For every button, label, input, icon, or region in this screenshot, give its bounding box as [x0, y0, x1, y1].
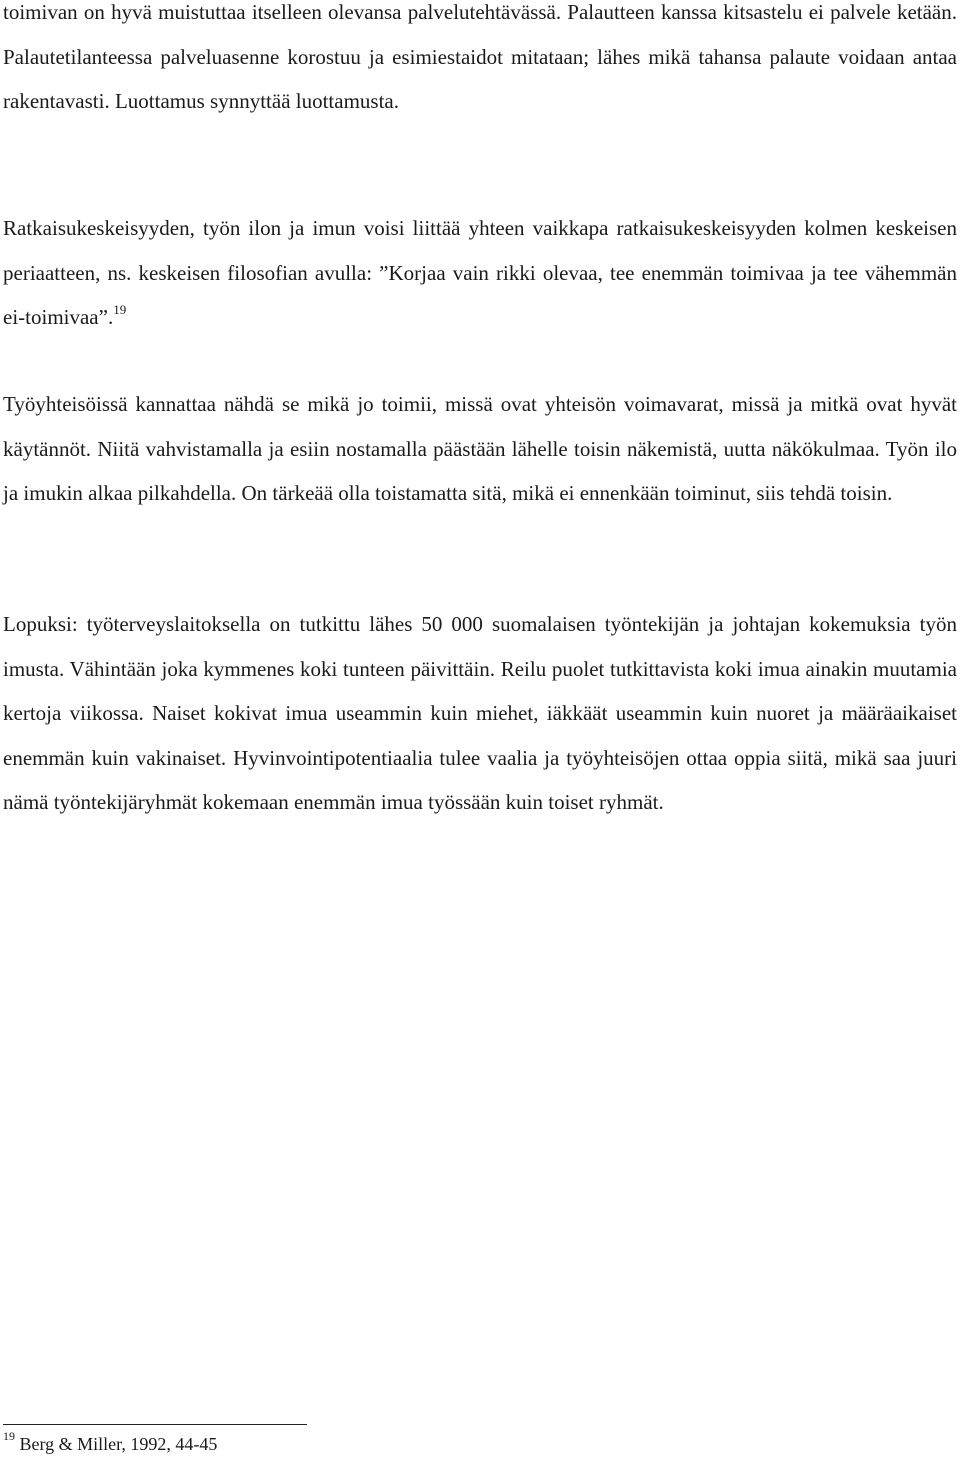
paragraph-1: toimivan on hyvä muistuttaa itselleen olevansa palvelutehtävässä. Palautteen kanssa kitsastelu ei palvele ketään. Palautetilanteessa palveluasenne korostuu ja esimiestaidot mitataan; lähes mikä tahansa palaute voidaan antaa rakentavasti. Luottamus synnyttää luottamusta.: [3, 0, 957, 113]
footnote-number: 19: [3, 1429, 15, 1443]
footnote-text: Berg & Miller, 1992, 44-45: [15, 1434, 218, 1454]
paragraph-2-text: Ratkaisukeskeisyyden, työn ilon ja imun voisi liittää yhteen vaikkapa ratkaisukeskeisyyden kolmen keskeisen periaatteen, ns. keskeisen filosofian avulla: ”Korjaa vain rikki olevaa, tee enemmän toimivaa ja tee vähemmän ei-toimivaa”.: [3, 216, 957, 329]
paragraph-3: Työyhteisöissä kannattaa nähdä se mikä jo toimii, missä ovat yhteisön voimavarat, missä ja mitkä ovat hyvät käytännöt. Niitä vahvistamalla ja esiin nostamalla päästään lähelle toisin näkemistä, uutta näkökulmaa. Työn ilo ja imukin alkaa pilkahdella. On tärkeää olla toistamatta sitä, mikä ei ennenkään toiminut, siis tehdä toisin.: [3, 392, 957, 505]
footnote-reference[interactable]: 19: [113, 302, 127, 317]
paragraph-2: [3, 206, 957, 340]
footnote-separator: [3, 1424, 307, 1425]
paragraph-4: Lopuksi: työterveyslaitoksella on tutkittu lähes 50 000 suomalaisen työntekijän ja johtajan kokemuksia työn imusta. Vähintään joka kymmenes koki tunteen päivittäin. Reilu puolet tutkittavista koki imua ainakin muutamia kertoja viikossa. Naiset kokivat imua useammin kuin miehet, iäkkäät useammin kuin nuoret ja määräaikaiset enemmän kuin vakinaiset. Hyvinvointipotentiaalia tulee vaalia ja työyhteisöjen ottaa oppia siitä, mikä saa juuri nämä työntekijäryhmät kokemaan enemmän imua työssään kuin toiset ryhmät.: [3, 612, 957, 814]
footnote: [3, 1429, 218, 1456]
